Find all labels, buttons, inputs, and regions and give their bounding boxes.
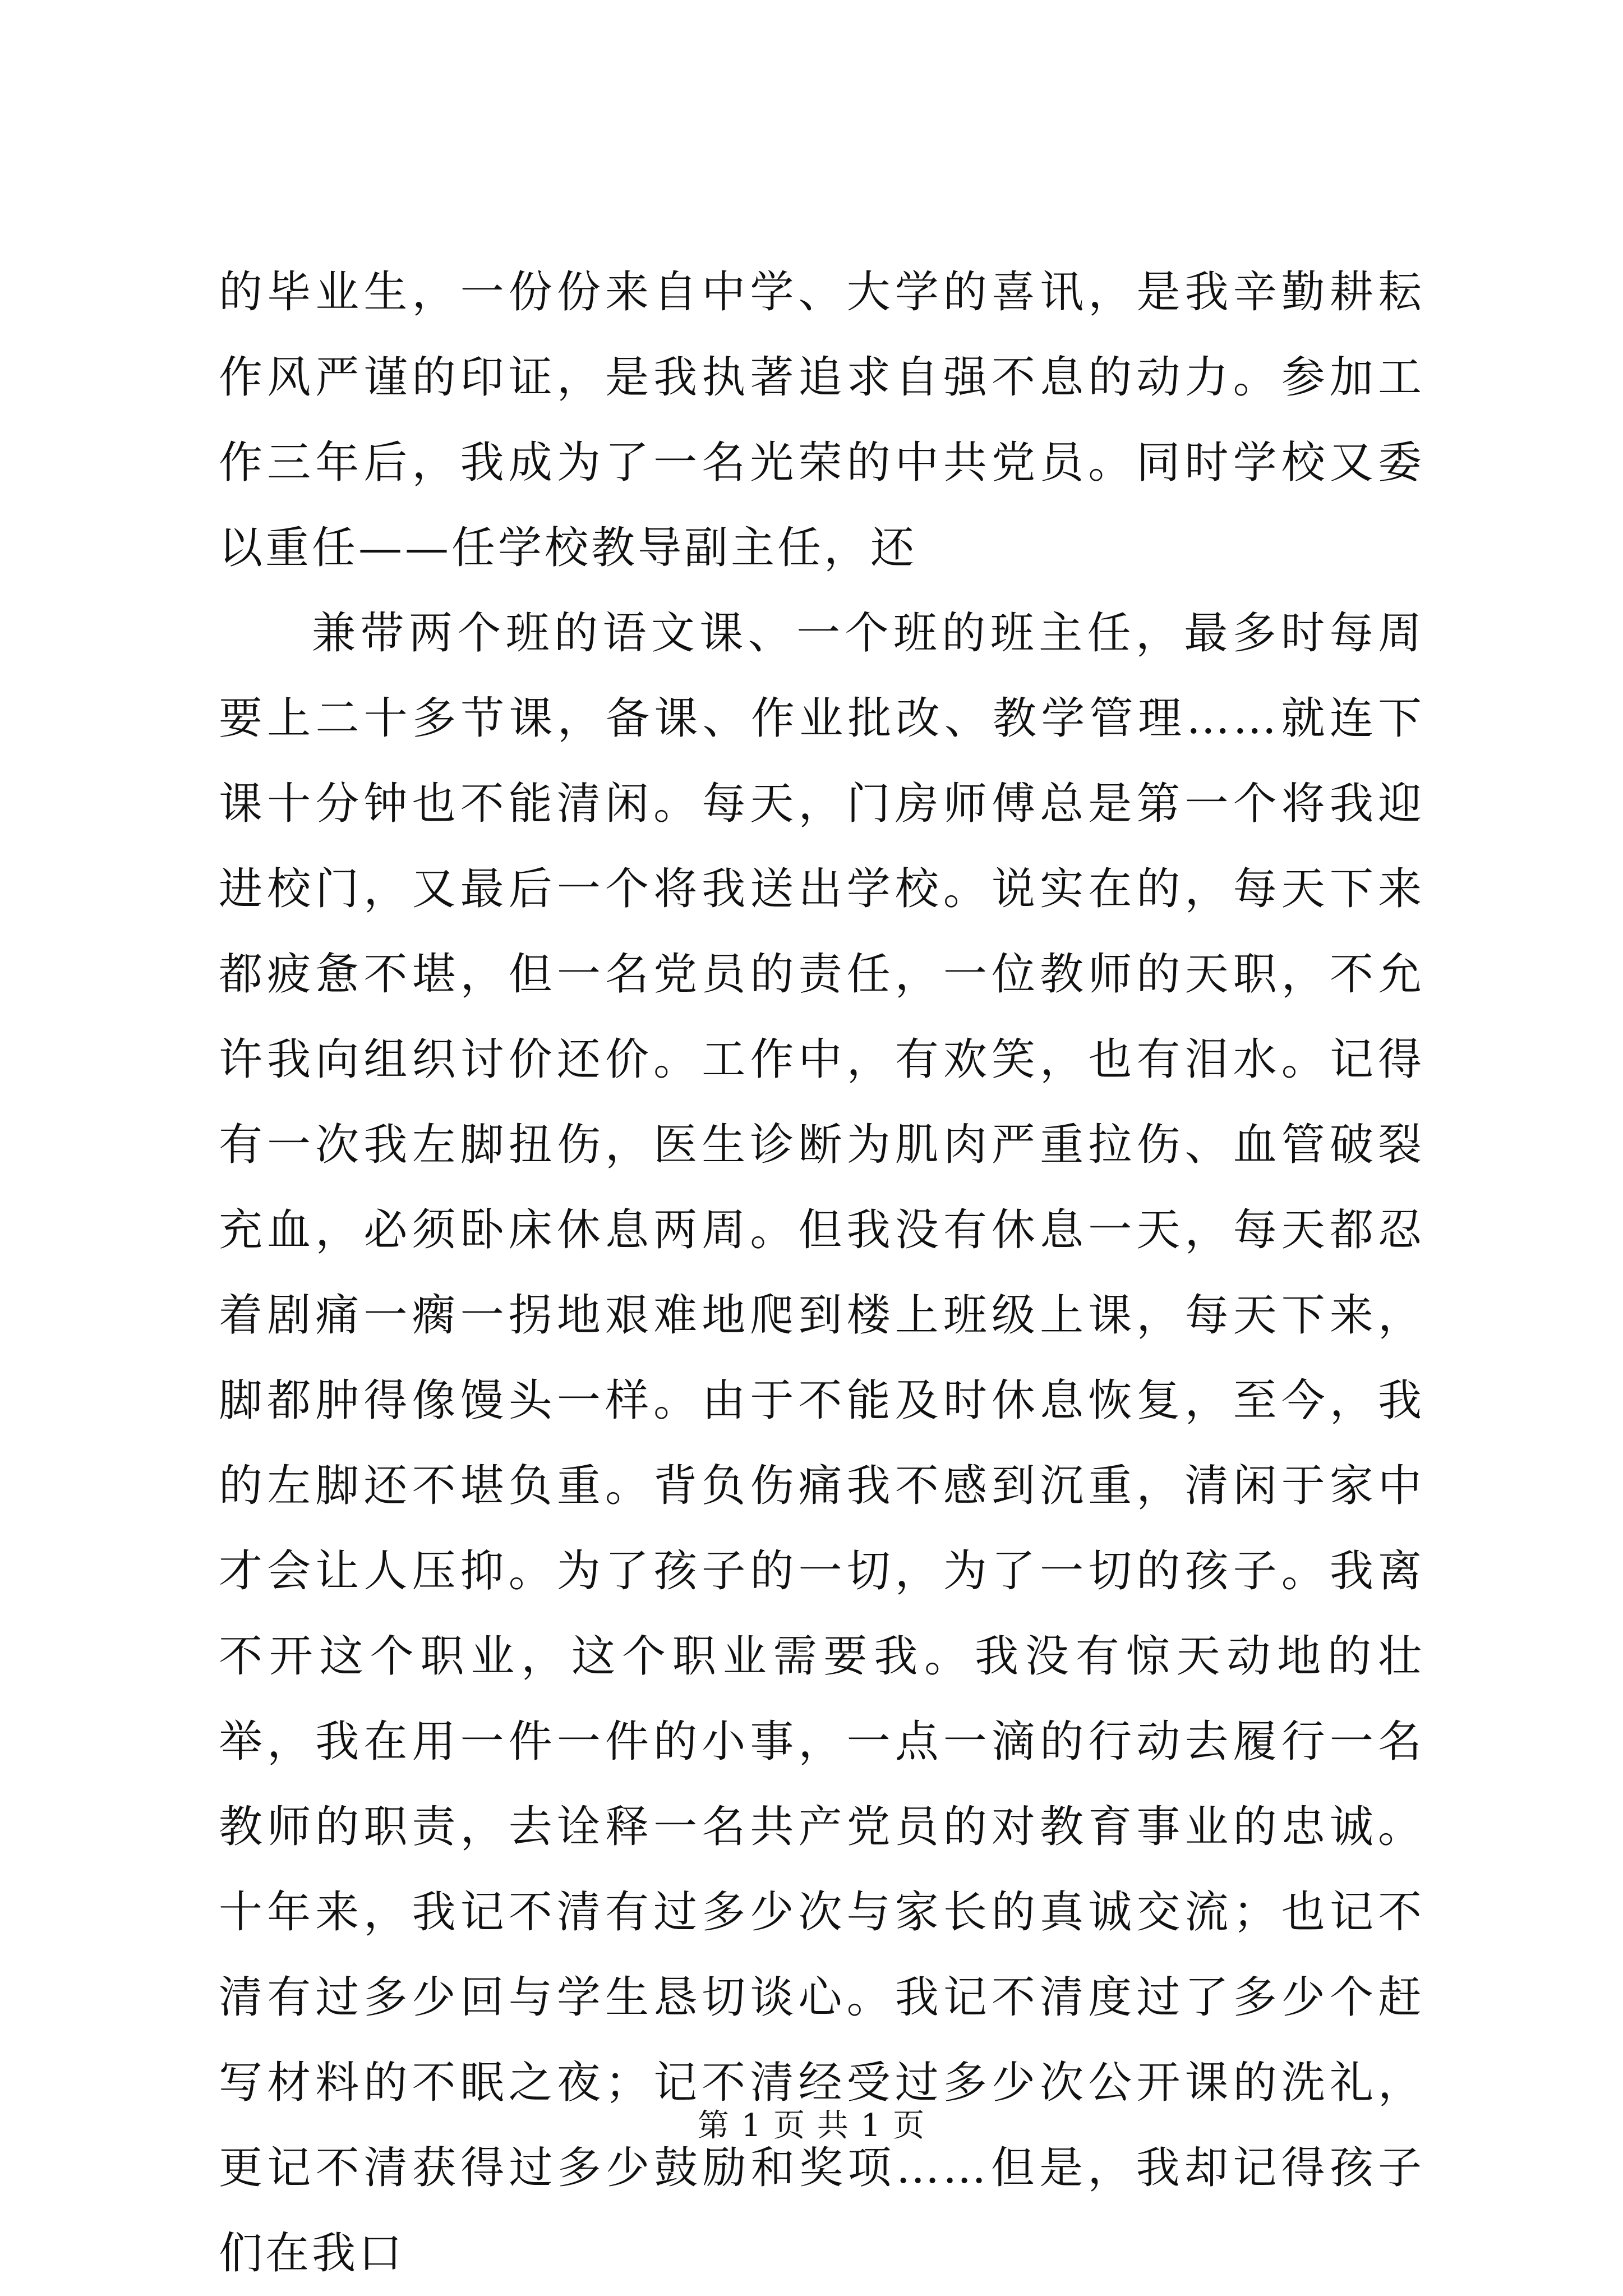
page-footer: 第 1 页 共 1 页 — [697, 2108, 926, 2144]
paragraph-2: 兼带两个班的语文课、一个班的班主任，最多时每周要上二十多节课，备课、作业批改、教学管理……就连下课十分钟也不能清闲。每天，门房师傅总是第一个将我迎进校门，又最后一个将我送出学校。说实在的，每天下来都疲惫不堪，但一名党员的责任，一位教师的天职，不允许我向组织讨价还价。工作中，有欢笑，也有泪水。记得有一次我左脚扭伤，医生诊断为肌肉严重拉伤、血管破裂充血，必须卧床休息两周。但我没有休息一天，每天都忍着剧痛一瘸一拐地艰难地爬到楼上班级上课，每天下来，脚都肿得像馒头一样。由于不能及时休息恢复，至今，我的左脚还不堪负重。背负伤痛我不感到沉重，清闲于家中才会让人压抑。为了孩子的一切，为了一切的孩子。我离不开这个职业，这个职业需要我。我没有惊天动地的壮举，我在用一件一件的小事，一点一滴的行动去履行一名教师的职责，去诠释一名共产党员的对教育事业的忠诚。十年来，我记不清有过多少次与家长的真诚交流；也记不清有过多少回与学生恳切谈心。我记不清度过了多少个赶写材料的不眠之夜；记不清经受过多少次公开课的洗礼，更记不清获得过多少鼓励和奖项……但是，我却记得孩子们在我口 — [219, 608, 1424, 2279]
document-body — [219, 250, 1424, 2296]
paragraph-1: 的毕业生，一份份来自中学、大学的喜讯，是我辛勤耕耘作风严谨的印证，是我执著追求自强不息的动力。参加工作三年后，我成为了一名光荣的中共党员。同时学校又委以重任——任学校教导副主任，还 — [219, 267, 1424, 573]
